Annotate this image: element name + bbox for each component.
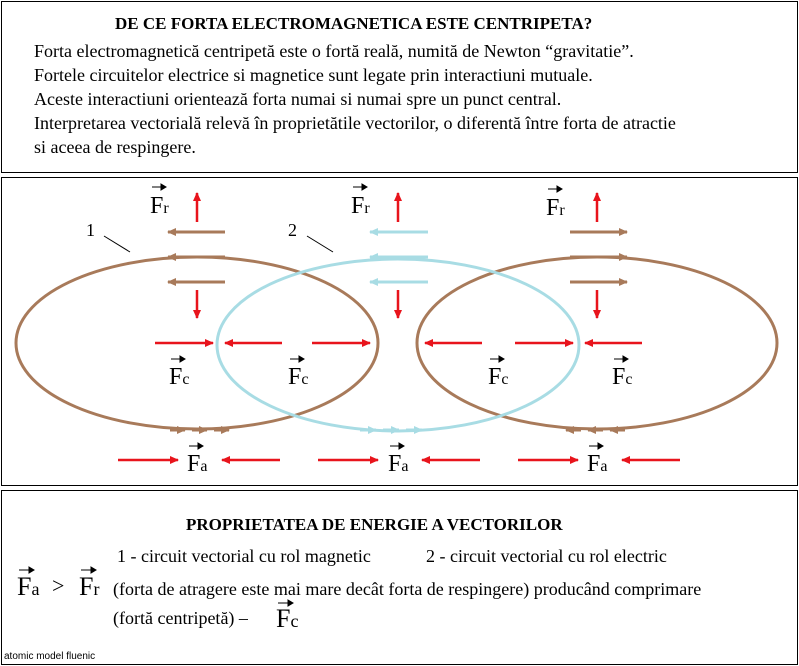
legend-circuit-2: 2 - circuit vectorial cu rol electric [426,546,667,566]
page-title: DE CE FORTA ELECTROMAGNETICA ESTE CENTRIPETA? [115,14,593,33]
intro-line-2: Fortele circuitelor electrice si magnetice sunt legate prin interactiuni mutuale. [34,65,593,85]
intro-line-3: Aceste interactiuni orientează forta numai si numai spre un punct central. [34,89,562,109]
label-2-leader [307,236,333,252]
magnetic-arrows-right [570,232,627,282]
inequality-fr: Fr [79,572,100,601]
force-repulsion-label-left: Fr [150,193,169,219]
intro-line-4: Interpretarea vectorială relevă în proprietătile vectorilor, o diferentă între forta de atractie [34,113,676,133]
intro-line-1: Forta electromagnetică centripetă este o fortă reală, numită de Newton “gravitatie”. [34,41,634,61]
explanation-line-2: (fortă centripetă) – [113,608,248,628]
label-1-leader [104,236,130,252]
force-centripetal-label-3: Fc [488,364,509,390]
force-centripetal-label-2: Fc [288,364,309,390]
force-centripetal-label-4: Fc [612,364,633,390]
force-attraction-label-left: Fa [187,451,208,477]
footer-fc: Fc [276,604,299,633]
properties-title: PROPRIETATEA DE ENERGIE A VECTORILOR [186,515,563,534]
force-centripetal-label-1: Fc [169,364,190,390]
force-repulsion-label-right: Fr [546,195,565,221]
electric-circuit-center [217,259,579,431]
credit-text: atomic model fluenic [4,651,96,662]
electric-arrows-center [370,232,428,282]
force-attraction-label-right: Fa [587,451,608,477]
force-attraction-label-center: Fa [388,451,409,477]
intro-line-5: si aceea de respingere. [34,137,196,157]
circuit-label-2: 2 [288,220,297,240]
inequality-symbol: > [52,573,65,598]
inequality-fa: Fa [17,572,40,601]
explanation-line-1: (forta de atragere este mai mare decât forta de respingere) producând comprimare [113,579,702,599]
magnetic-arrows-left [168,232,225,282]
legend-circuit-1: 1 - circuit vectorial cu rol magnetic [117,546,371,566]
circuit-label-1: 1 [86,220,95,240]
force-repulsion-label-center: Fr [351,193,370,219]
